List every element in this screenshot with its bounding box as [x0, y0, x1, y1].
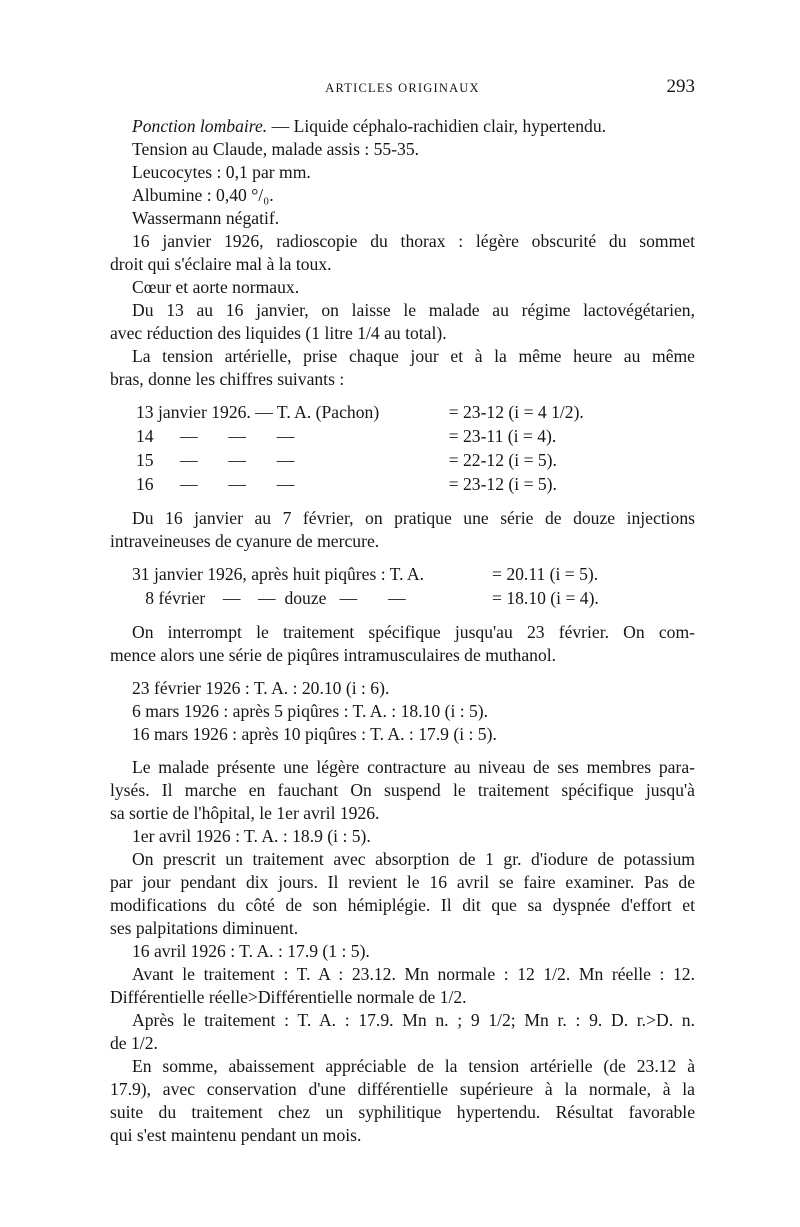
text-line: droit qui s'éclaire mal à la toux.	[110, 254, 332, 274]
text-line: modifications du côté de son hémiplégie. Il dit que sa dyspnée d'effort et	[110, 895, 695, 915]
text-line	[110, 115, 695, 138]
table-row	[110, 449, 695, 473]
text-span: — Liquide céphalo-rachidien clair, hypertendu.	[267, 116, 607, 136]
text-line: En somme, abaissement appréciable de la tension artérielle (de 23.12 à	[132, 1056, 695, 1076]
text-line: qui s'est maintenu pendant un mois.	[110, 1125, 362, 1145]
table-cell-left: 16 — — —	[136, 474, 295, 494]
text-line: de 1/2.	[110, 1033, 158, 1053]
table-row	[110, 473, 695, 497]
text-line: Avant le traitement : T. A : 23.12. Mn normale : 12 1/2. Mn réelle : 12.	[132, 964, 695, 984]
list-item: 23 février 1926 : T. A. : 20.10 (i : 6).	[132, 678, 390, 698]
text-line: 1er avril 1926 : T. A. : 18.9 (i : 5).	[132, 826, 371, 846]
spacer	[110, 746, 695, 756]
text-line: 16 janvier 1926, radioscopie du thorax : légère obscurité du sommet	[132, 231, 695, 251]
text-line: Albumine : 0,40 °/₀.	[132, 185, 274, 205]
text-line: Le malade présente une légère contracture au niveau de ses membres para-	[132, 757, 695, 777]
running-head: ARTICLES ORIGINAUX	[325, 81, 480, 95]
spacer	[110, 667, 695, 677]
section-title: Ponction lombaire.	[132, 116, 268, 136]
table-cell-left: 8 février — — douze — —	[132, 588, 406, 608]
table-cell-right: = 23-12 (i = 5).	[448, 474, 557, 494]
text-line: avec réduction des liquides (1 litre 1/4 au total).	[110, 323, 447, 343]
table-cell-right: = 23-12 (i = 4 1/2).	[448, 402, 584, 422]
text-line: Tension au Claude, malade assis : 55-35.	[132, 139, 420, 159]
text-line: 16 avril 1926 : T. A. : 17.9 (1 : 5).	[132, 941, 370, 961]
text-line: Wassermann négatif.	[132, 208, 280, 228]
text-line: Leucocytes : 0,1 par mm.	[132, 162, 311, 182]
table-cell-left: 13 janvier 1926. — T. A. (Pachon)	[136, 402, 380, 422]
text-line: Du 13 au 16 janvier, on laisse le malade au régime lactovégétarien,	[132, 300, 695, 320]
spacer	[110, 391, 695, 401]
table-cell-right: = 23-11 (i = 4).	[448, 426, 557, 446]
text-line: Du 16 janvier au 7 février, on pratique une série de douze injections	[132, 508, 695, 528]
table-row	[110, 563, 695, 587]
text-line: bras, donne les chiffres suivants :	[110, 369, 345, 389]
table-row	[110, 401, 695, 425]
table-cell-right: = 18.10 (i = 4).	[492, 588, 599, 608]
text-line: intraveineuses de cyanure de mercure.	[110, 531, 380, 551]
page	[110, 0, 695, 1227]
text-line: suite du traitement chez un syphilitique hypertendu. Résultat favorable	[110, 1102, 695, 1122]
text-line: La tension artérielle, prise chaque jour et à la même heure au même	[132, 346, 695, 366]
text-line: Après le traitement : T. A. : 17.9. Mn n. ; 9 1/2; Mn r. : 9. D. r.>D. n.	[132, 1010, 695, 1030]
table-cell-left: 14 — — —	[136, 426, 295, 446]
text-line: lysés. Il marche en fauchant On suspend le traitement spécifique jusqu'à	[110, 780, 695, 800]
text-line: On interrompt le traitement spécifique jusqu'au 23 février. On com-	[132, 622, 695, 642]
table-row	[110, 425, 695, 449]
text-line: On prescrit un traitement avec absorption de 1 gr. d'iodure de potassium	[132, 849, 695, 869]
table-cell-right: = 22-12 (i = 5).	[448, 450, 557, 470]
page-header	[110, 76, 695, 102]
text-line: sa sortie de l'hôpital, le 1er avril 1926.	[110, 803, 380, 823]
text-line: ses palpitations diminuent.	[110, 918, 299, 938]
article-body	[110, 115, 695, 1147]
spacer	[110, 611, 695, 621]
text-line: par jour pendant dix jours. Il revient le 16 avril se faire examiner. Pas de	[110, 872, 695, 892]
tension-table	[110, 401, 695, 497]
injection-table	[110, 563, 695, 611]
table-row	[110, 587, 695, 611]
list-item: 6 mars 1926 : après 5 piqûres : T. A. : 18.10 (i : 5).	[132, 701, 489, 721]
table-cell-left: 31 janvier 1926, après huit piqûres : T. A.	[132, 564, 425, 584]
spacer	[110, 553, 695, 563]
page-number: 293	[666, 76, 695, 97]
text-line: mence alors une série de piqûres intramusculaires de muthanol.	[110, 645, 557, 665]
spacer	[110, 497, 695, 507]
text-line: Cœur et aorte normaux.	[132, 277, 300, 297]
text-line: 17.9), avec conservation d'une différentielle supérieure à la normale, à la	[110, 1079, 695, 1099]
text-line: Différentielle réelle>Différentielle normale de 1/2.	[110, 987, 467, 1007]
table-cell-right: = 20.11 (i = 5).	[492, 564, 599, 584]
list-item: 16 mars 1926 : après 10 piqûres : T. A. : 17.9 (i : 5).	[132, 724, 497, 744]
table-cell-left: 15 — — —	[136, 450, 295, 470]
